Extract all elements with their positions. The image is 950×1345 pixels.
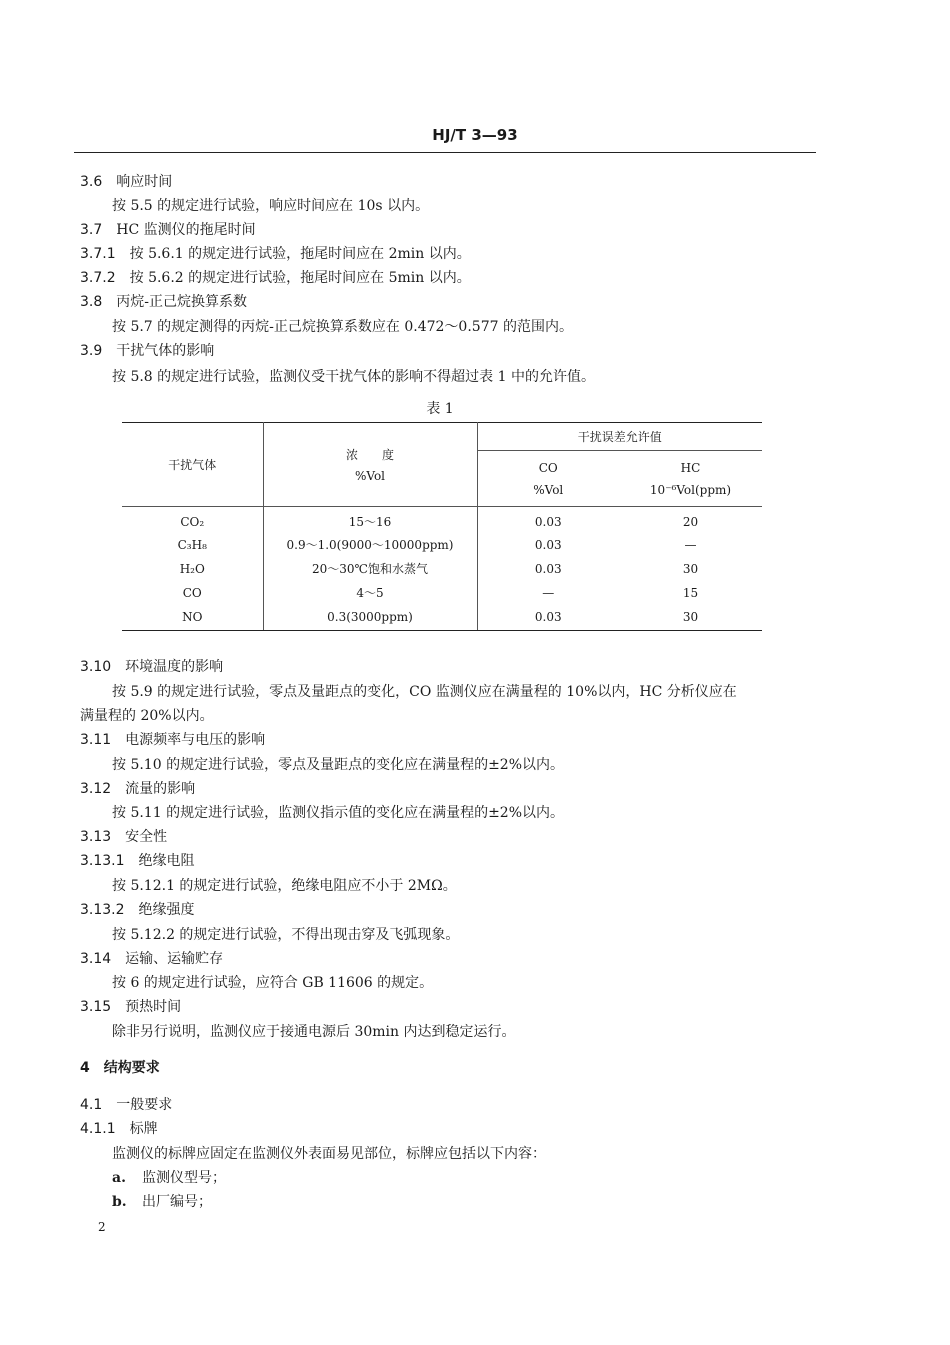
section-heading-3-7-2: 3.7.2 按 5.6.2 的规定进行试验，拖尾时间应在 5min 以内。 — [80, 270, 471, 286]
table-1 — [122, 422, 762, 631]
section-heading-3-11: 3.11 电源频率与电压的影响 — [80, 732, 266, 748]
table-row: H₂O 20～30℃饱和水蒸气 0.03 30 — [122, 557, 762, 581]
section-heading-3-13-1: 3.13.1 绝缘电阻 — [80, 853, 195, 869]
section-heading-4-1-1: 4.1.1 标牌 — [80, 1121, 158, 1137]
page-header-code: HJ/T 3—93 — [432, 126, 518, 144]
paragraph-3-9: 按 5.8 的规定进行试验，监测仪受干扰气体的影响不得超过表 1 中的允许值。 — [112, 369, 595, 385]
section-heading-3-7-1: 3.7.1 按 5.6.1 的规定进行试验，拖尾时间应在 2min 以内。 — [80, 246, 471, 262]
section-heading-3-15: 3.15 预热时间 — [80, 999, 182, 1015]
page-number: 2 — [98, 1220, 106, 1234]
section-heading-3-8: 3.8 丙烷-正己烷换算系数 — [80, 294, 247, 310]
section-heading-3-9: 3.9 干扰气体的影响 — [80, 343, 215, 359]
section-heading-3-12: 3.12 流量的影响 — [80, 781, 196, 797]
section-heading-3-13: 3.13 安全性 — [80, 829, 168, 845]
paragraph-3-12: 按 5.11 的规定进行试验，监测仪指示值的变化应在满量程的±2%以内。 — [112, 805, 565, 821]
section-heading-3-7: 3.7 HC 监测仪的拖尾时间 — [80, 222, 256, 238]
paragraph-3-13-1: 按 5.12.1 的规定进行试验，绝缘电阻应不小于 2MΩ。 — [112, 878, 457, 894]
paragraph-3-10-line-2: 满量程的 20%以内。 — [80, 708, 214, 724]
list-item: a. 监测仪型号； — [112, 1170, 226, 1186]
section-heading-3-14: 3.14 运输、运输贮存 — [80, 951, 224, 967]
paragraph-3-13-2: 按 5.12.2 的规定进行试验，不得出现击穿及飞弧现象。 — [112, 927, 460, 943]
header-concentration: 浓 度 %Vol — [263, 423, 477, 507]
section-heading-4-1: 4.1 一般要求 — [80, 1097, 173, 1113]
paragraph-3-15: 除非另行说明，监测仪应于接通电源后 30min 内达到稳定运行。 — [112, 1024, 516, 1040]
header-interference-error: 干扰误差允许值 — [477, 423, 762, 451]
paragraph-3-10-line-1: 按 5.9 的规定进行试验，零点及量距点的变化，CO 监测仪应在满量程的 10%以内，HC 分析仪应在 — [112, 684, 737, 700]
table-row: NO 0.3(3000ppm) 0.03 30 — [122, 605, 762, 631]
section-heading-3-6: 3.6 响应时间 — [80, 174, 173, 190]
list-item: b. 出厂编号； — [112, 1194, 212, 1210]
table-row: CO₂ 15～16 0.03 20 — [122, 507, 762, 533]
paragraph-3-6: 按 5.5 的规定进行试验，响应时间应在 10s 以内。 — [112, 198, 430, 214]
paragraph-3-14: 按 6 的规定进行试验，应符合 GB 11606 的规定。 — [112, 975, 434, 991]
paragraph-3-8: 按 5.7 的规定测得的丙烷-正己烷换算系数应在 0.472～0.577 的范围内。 — [112, 319, 573, 335]
table-title: 表 1 — [426, 401, 454, 417]
table-row: CO 4～5 — 15 — [122, 581, 762, 605]
header-co: CO %Vol — [477, 451, 619, 507]
table-row: C₃H₈ 0.9～1.0(9000～10000ppm) 0.03 — — [122, 533, 762, 557]
header-hc: HC 10⁻⁶Vol(ppm) — [619, 451, 762, 507]
paragraph-3-11: 按 5.10 的规定进行试验，零点及量距点的变化应在满量程的±2%以内。 — [112, 757, 565, 773]
paragraph-4-1-1: 监测仪的标牌应固定在监测仪外表面易见部位，标牌应包括以下内容： — [112, 1146, 546, 1162]
header-rule — [74, 152, 816, 153]
section-heading-3-10: 3.10 环境温度的影响 — [80, 659, 224, 675]
section-heading-3-13-2: 3.13.2 绝缘强度 — [80, 902, 195, 918]
header-gas: 干扰气体 — [122, 423, 263, 507]
section-heading-4: 4 结构要求 — [80, 1060, 160, 1076]
